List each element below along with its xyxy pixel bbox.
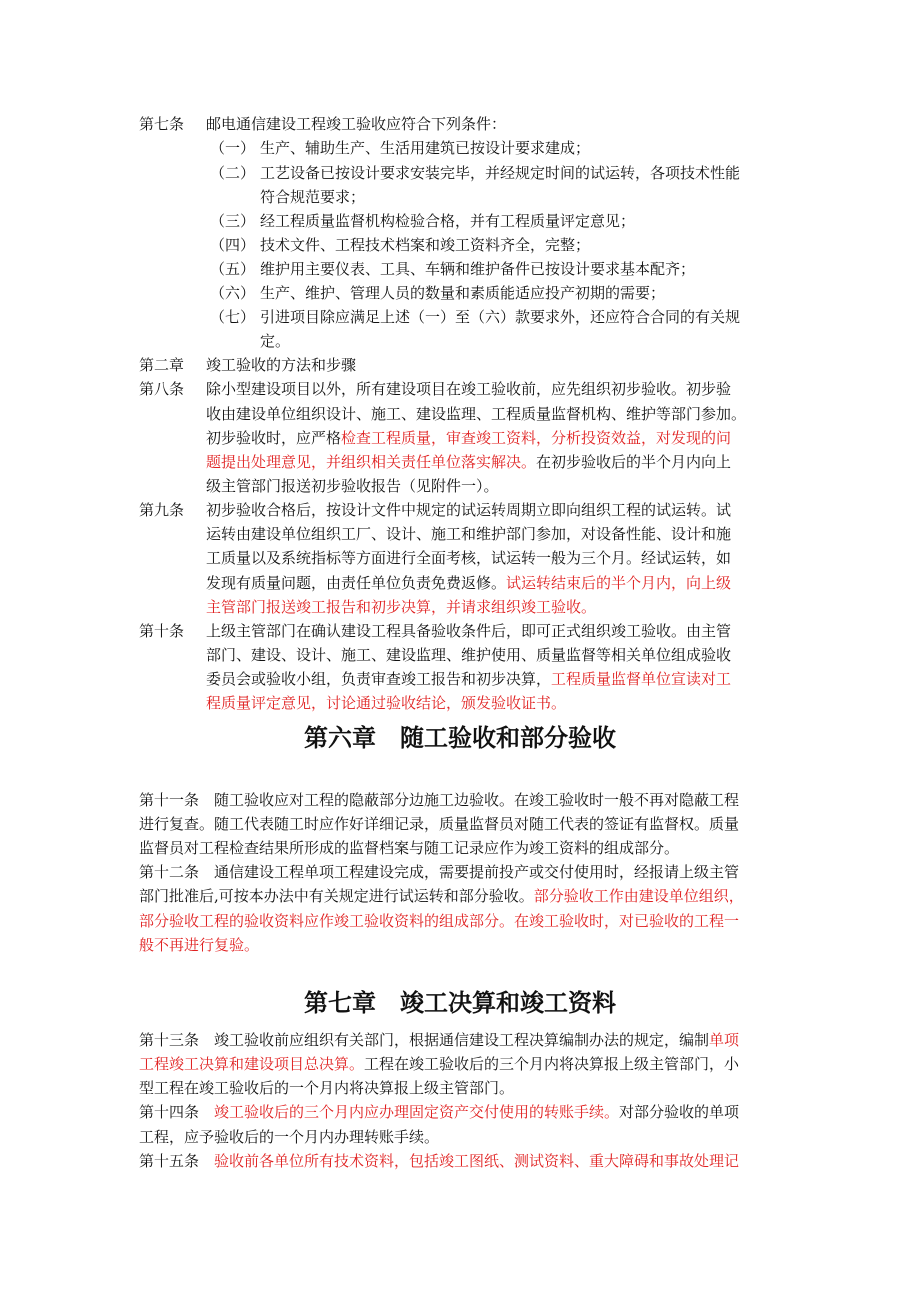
article-label: 第七条 bbox=[139, 115, 185, 133]
list-item: 生产、维护、管理人员的数量和素质能适应投产初期的需要； bbox=[260, 284, 666, 302]
article-text: 发现有质量问题，由责任单位负责免费返修。试运转结束后的半个月内，向上级 bbox=[206, 574, 732, 592]
list-number: （六） bbox=[210, 284, 256, 302]
chapter-heading: 第七章 竣工决算和竣工资料 bbox=[304, 988, 616, 1017]
highlight-text: 竣工验收后的三个月内应办理固定资产交付使用的转账手续。 bbox=[214, 1103, 620, 1121]
list-item: 技术文件、工程技术档案和竣工资料齐全，完整； bbox=[260, 236, 591, 254]
article-text: 进行复查。随工代表随工时应作好详细记录，质量监督员对随工代表的签证有监督权。质量 bbox=[139, 815, 740, 833]
chapter-title: 竣工验收的方法和步骤 bbox=[206, 356, 357, 374]
list-item: 维护用主要仪表、工具、车辆和维护备件已按设计要求基本配齐； bbox=[260, 260, 696, 278]
list-item: 定。 bbox=[260, 332, 291, 350]
article-text: 级主管部门报送初步验收报告（见附件一）。 bbox=[206, 477, 499, 495]
highlight-text: 主管部门报送竣工报告和初步决算，并请求组织竣工验收。 bbox=[206, 598, 597, 616]
list-item: 经工程质量监督机构检验合格，并有工程质量评定意见； bbox=[260, 212, 636, 230]
article-text: 第十二条 通信建设工程单项工程建设完成，需要提前投产或交付使用时，经报请上级主管 bbox=[139, 863, 740, 881]
article-text: 题提出处理意见，并组织相关责任单位落实解决。在初步验收后的半个月内向上 bbox=[206, 453, 732, 471]
list-number: （四） bbox=[210, 236, 256, 254]
article-text: 上级主管部门在确认建设工程具备验收条件后，即可正式组织竣工验收。由主管 bbox=[206, 622, 732, 640]
article-text: 部门批准后,可按本办法中有关规定进行试运转和部分验收。部分验收工作由建设单位组织， bbox=[139, 887, 744, 905]
article-text: 工质量以及系统指标等方面进行全面考核，试运转一般为三个月。经试运转，如 bbox=[206, 549, 732, 567]
highlight-text: 般不再进行复验。 bbox=[139, 936, 260, 954]
article-text: 监督员对工程检查结果所形成的监督档案与随工记录应作为竣工资料的组成部分。 bbox=[139, 839, 680, 857]
highlight-text: 工程质量监督单位宣读对工 bbox=[551, 670, 732, 688]
highlight-text: 试运转结束后的半个月内，向上级 bbox=[506, 574, 732, 592]
article-label: 第九条 bbox=[139, 501, 185, 519]
list-item: 工艺设备已按设计要求安装完毕，并经规定时间的试运转，各项技术性能 bbox=[260, 164, 741, 182]
list-number: （五） bbox=[210, 260, 256, 278]
highlight-text: 部分验收工作由建设单位组织， bbox=[533, 887, 744, 905]
chapter-label: 第二章 bbox=[139, 356, 185, 374]
list-item: 符合规范要求； bbox=[260, 188, 366, 206]
article-label: 第十条 bbox=[139, 622, 185, 640]
highlight-text: 程质量评定意见，讨论通过验收结论，颁发验收证书。 bbox=[206, 694, 567, 712]
highlight-text: 工程竣工决算和建设项目总决算。 bbox=[139, 1055, 365, 1073]
article-text: 工程，应予验收后的一个月内办理转账手续。 bbox=[139, 1128, 440, 1146]
article-text: 工程竣工决算和建设项目总决算。工程在竣工验收后的三个月内将决算报上级主管部门，小 bbox=[139, 1055, 740, 1073]
article-text: 第十四条 竣工验收后的三个月内应办理固定资产交付使用的转账手续。对部分验收的单项 bbox=[139, 1103, 740, 1121]
highlight-text: 验收前各单位所有技术资料，包括竣工图纸、测试资料、重大障碍和事故处理记 bbox=[214, 1152, 740, 1170]
article-text: 邮电通信建设工程竣工验收应符合下列条件： bbox=[206, 115, 507, 133]
list-item: 生产、辅助生产、生活用建筑已按设计要求建成； bbox=[260, 139, 591, 157]
list-number: （三） bbox=[210, 212, 256, 230]
article-text: 委员会或验收小组，负责审查竣工报告和初步决算，工程质量监督单位宣读对工 bbox=[206, 670, 732, 688]
highlight-text: 单项 bbox=[709, 1031, 740, 1049]
list-number: （七） bbox=[210, 308, 256, 326]
highlight-text: 题提出处理意见，并组织相关责任单位落实解决。 bbox=[206, 453, 537, 471]
article-text: 第十三条 竣工验收前应组织有关部门，根据通信建设工程决算编制办法的规定，编制单项 bbox=[139, 1031, 740, 1049]
article-text: 第十五条 验收前各单位所有技术资料，包括竣工图纸、测试资料、重大障碍和事故处理记 bbox=[139, 1152, 740, 1170]
article-text: 除小型建设项目以外，所有建设项目在竣工验收前，应先组织初步验收。初步验 bbox=[206, 380, 732, 398]
highlight-text: 检查工程质量，审查竣工资料，分析投资效益，对发现的问 bbox=[341, 429, 732, 447]
highlight-text: 部分验收工程的验收资料应作竣工验收资料的组成部分。在竣工验收时，对已验收的工程一 bbox=[139, 912, 740, 930]
article-text: 初步验收合格后，按设计文件中规定的试运转周期立即向组织工程的试运转。试 bbox=[206, 501, 732, 519]
article-text: 部门、建设、设计、施工、建设监理、维护使用、质量监督等相关单位组成验收 bbox=[206, 646, 732, 664]
article-label: 第八条 bbox=[139, 380, 185, 398]
chapter-heading: 第六章 随工验收和部分验收 bbox=[304, 723, 616, 752]
list-number: （一） bbox=[210, 139, 256, 157]
list-number: （二） bbox=[210, 164, 256, 182]
article-text: 运转由建设单位组织工厂、设计、施工和维护部门参加，对设备性能、设计和施 bbox=[206, 525, 732, 543]
article-text: 型工程在竣工验收后的一个月内将决算报上级主管部门。 bbox=[139, 1079, 515, 1097]
article-text: 第十一条 随工验收应对工程的隐蔽部分边施工边验收。在竣工验收时一般不再对隐蔽工程 bbox=[139, 791, 740, 809]
article-text: 收由建设单位组织设计、施工、建设监理、工程质量监督机构、维护等部门参加。 bbox=[206, 405, 747, 423]
list-item: 引进项目除应满足上述（一）至（六）款要求外，还应符合合同的有关规 bbox=[260, 308, 741, 326]
article-text: 初步验收时，应严格检查工程质量，审查竣工资料，分析投资效益，对发现的问 bbox=[206, 429, 732, 447]
